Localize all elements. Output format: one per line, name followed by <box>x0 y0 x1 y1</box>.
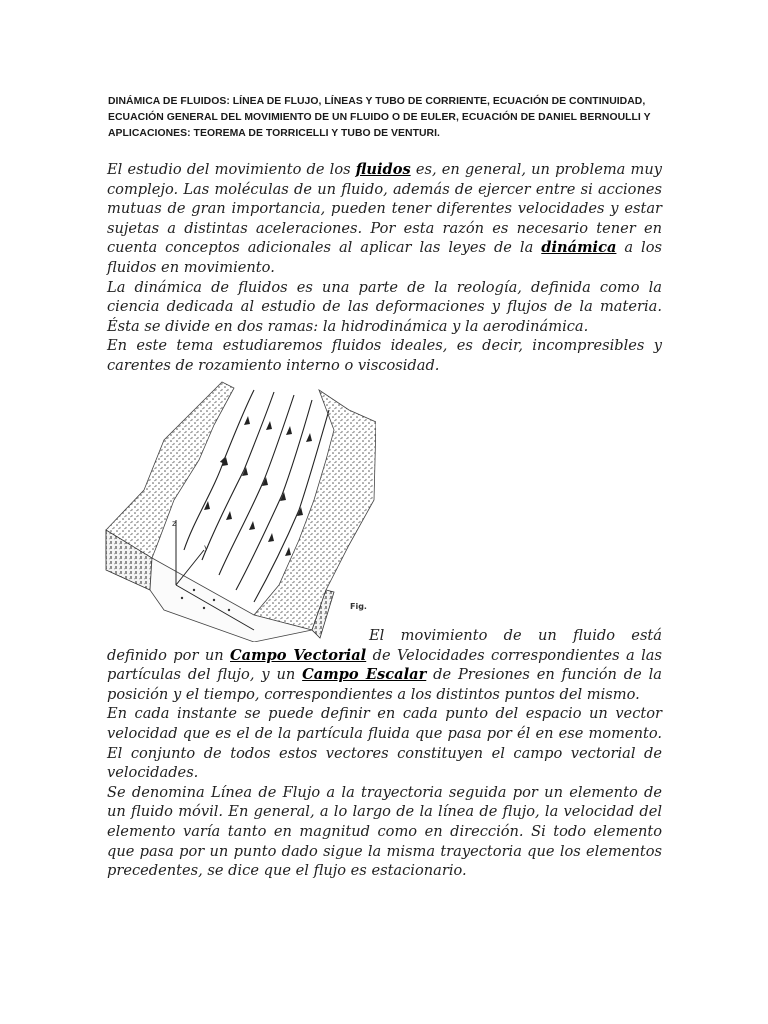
p1-text-end: a los fluidos en movimiento. <box>107 239 663 276</box>
paragraph-campo <box>107 626 662 704</box>
paragraph-reologia: La dinámica de fluidos es una parte de la reología, definida como la ciencia dedicada al estudio de las deformaciones y flujos de la materia. Ésta se divide en dos ramas: la hidrodinámica y la aerodinámica. <box>107 278 662 335</box>
paragraph-vector-velocidad: En cada instante se puede definir en cada punto del espacio un vector velocidad que es el de la partícula fluida que pasa por él en ese momento. El conjunto de todos estos vectores constituyen el campo vectorial de velocidades. <box>107 705 662 782</box>
paragraph-linea-de-flujo: Se denomina Línea de Flujo a la trayectoria seguida por un elemento de un fluido móvil. En general, a lo largo de la línea de flujo, la velocidad del elemento varía tanto en magnitud como en dirección. Si todo elemento que pasa por un punto dado sigue la misma trayectoria que los elementos precedentes, se dice que el flujo es estacionario. <box>107 783 662 880</box>
axis-y-label: y <box>204 543 209 552</box>
document-title: DINÁMICA DE FLUIDOS: LÍNEA DE FLUJO, LÍNEAS Y TUBO DE CORRIENTE, ECUACIÓN DE CONTINUIDAD, ECUACIÓN GENERAL DEL MOVIMIENTO DE UN FLUIDO O DE EULER, ECUACIÓN DE DANIEL BERNOULLI Y APLICACIONES: TEOREMA DE TORRICELLI Y TUBO DE VENTURI. <box>108 96 651 139</box>
campo-escalar-link[interactable]: Campo Escalar <box>302 666 427 684</box>
flow-lines-figure <box>104 380 376 642</box>
paragraph-intro <box>107 160 662 278</box>
p4-text-end: de Presiones en función de la posición y el tiempo, correspondientes a los distintos puntos del mismo. <box>107 666 662 703</box>
dinamica-link[interactable]: dinámica <box>541 239 617 257</box>
intro-text-block <box>107 160 662 376</box>
paragraph-fluidos-ideales: En este tema estudiaremos fluidos ideales, es decir, incompresibles y carentes de rozamiento interno o viscosidad. <box>107 337 662 374</box>
campo-vectorial-link[interactable]: Campo Vectorial <box>230 646 367 664</box>
figure-caption: Fig. <box>350 602 367 611</box>
fluidos-link[interactable]: fluidos <box>355 161 411 178</box>
right-bank-shape <box>254 390 376 630</box>
p4-text-start: El movimiento de un fluido está definido por un <box>107 627 662 664</box>
p4-text-middle: de Velocidades correspondientes a las partículas del flujo, y un <box>107 646 662 684</box>
flow-arrows <box>204 416 312 556</box>
axis-z-label: z <box>172 519 177 528</box>
main-text-block <box>107 626 662 881</box>
p1-text-start: El estudio del movimiento de los <box>107 161 356 178</box>
p1-text-middle: es, en general, un problema muy complejo. Las moléculas de un fluido, además de ejercer entre si acciones mutuas de gran importancia, pueden tener diferentes velocidades y estar sujetas a distintas aceleraciones. Por esta razón es necesario tener en cuenta conceptos adicionales al aplicar las leyes de la <box>107 161 663 257</box>
